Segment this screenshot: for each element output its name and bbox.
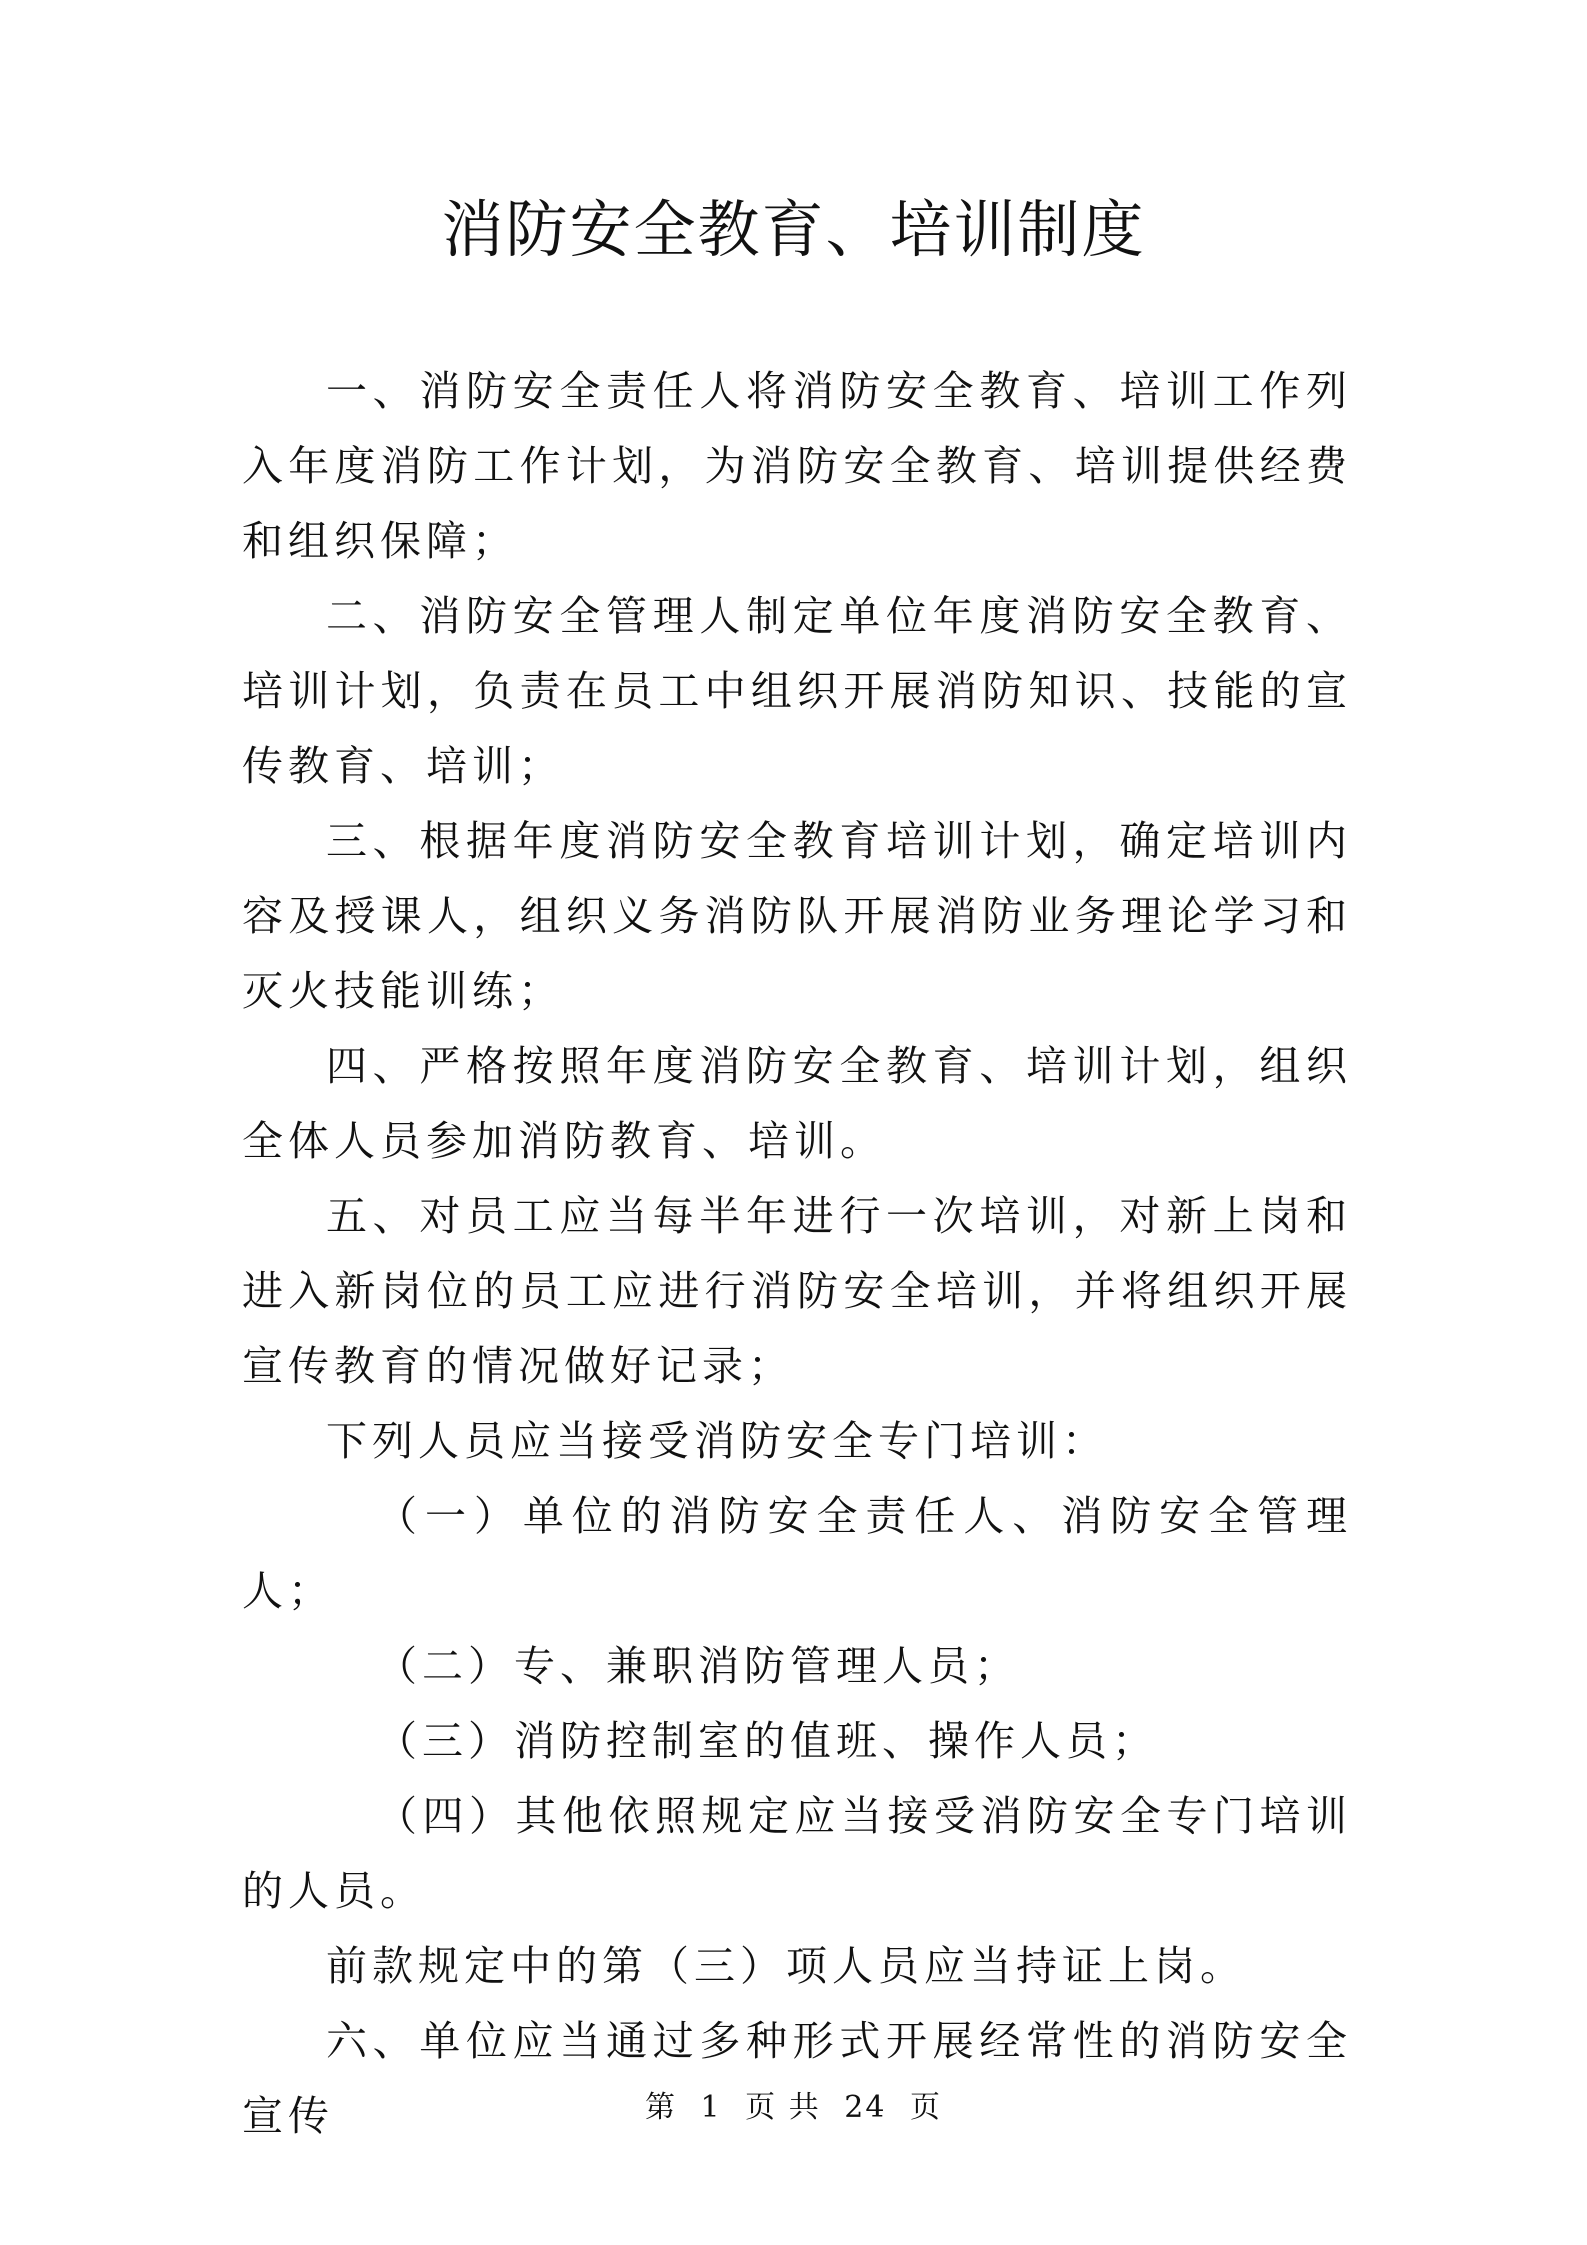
training-list-intro: 下列人员应当接受消防安全专门培训：: [326, 1417, 1108, 1465]
list-item-1: （一）单位的消防安全责任人、消防安全管理人；: [242, 1492, 1352, 1615]
paragraph-1: 一、消防安全责任人将消防安全教育、培训工作列入年度消防工作计划，为消防安全教育、培训提供经费和组织保障；: [242, 367, 1352, 565]
list-item-3: （三）消防控制室的值班、操作人员；: [376, 1717, 1158, 1765]
page-mid: 页 共: [745, 2090, 821, 2125]
document-body: [242, 354, 1352, 2154]
total-pages: 24: [844, 2090, 887, 2125]
paragraph-4: 四、严格按照年度消防安全教育、培训计划，组织全体人员参加消防教育、培训。: [242, 1042, 1352, 1165]
paragraph-5: 五、对员工应当每半年进行一次培训，对新上岗和进入新岗位的员工应进行消防安全培训，并将组织开展宣传教育的情况做好记录；: [242, 1192, 1352, 1390]
certification-note: 前款规定中的第（三）项人员应当持证上岗。: [326, 1942, 1246, 1990]
page-number: 1: [700, 2090, 722, 2125]
paragraph-6: 六、单位应当通过多种形式开展经常性的消防安全宣传: [242, 2017, 1352, 2140]
page-prefix: 第: [644, 2090, 677, 2125]
document-title: 消防安全教育、培训制度: [441, 193, 1146, 266]
page-footer: [0, 2088, 1587, 2128]
page-suffix: 页: [910, 2090, 942, 2125]
paragraph-2: 二、消防安全管理人制定单位年度消防安全教育、培训计划，负责在员工中组织开展消防知识、技能的宣传教育、培训；: [242, 592, 1352, 790]
paragraph-3: 三、根据年度消防安全教育培训计划，确定培训内容及授课人，组织义务消防队开展消防业务理论学习和灭火技能训练；: [242, 817, 1352, 1015]
list-item-2: （二）专、兼职消防管理人员；: [376, 1642, 1020, 1690]
list-item-4: （四）其他依照规定应当接受消防安全专门培训的人员。: [242, 1792, 1352, 1915]
